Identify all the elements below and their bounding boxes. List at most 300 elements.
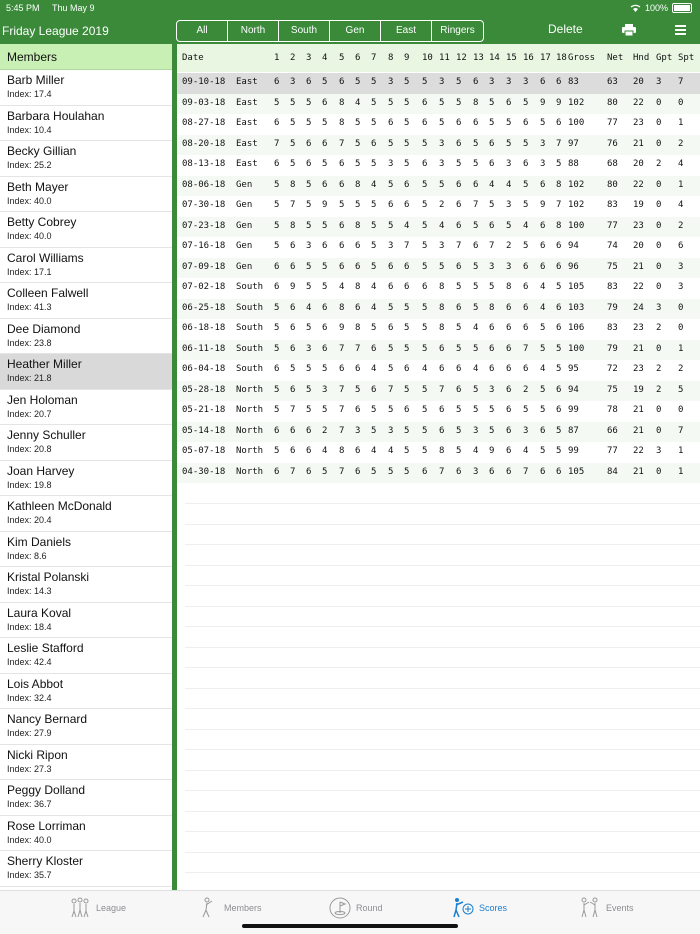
column-header: Gross — [568, 53, 596, 63]
hole-score: 5 — [456, 282, 462, 292]
score-course: South — [236, 282, 264, 292]
member-index: Index: 17.1 — [7, 266, 52, 277]
hole-score: 5 — [540, 405, 546, 415]
hole-score: 8 — [339, 118, 345, 128]
hole-score: 5 — [489, 425, 495, 436]
column-header: 6 — [355, 53, 361, 63]
delete-button[interactable]: Delete — [548, 22, 583, 36]
hole-score: 5 — [422, 446, 428, 456]
hole-score: 5 — [322, 220, 328, 231]
hole-score: 6 — [371, 343, 377, 354]
hole-score: 5 — [473, 220, 479, 231]
member-row[interactable] — [0, 390, 172, 426]
score-row[interactable] — [177, 381, 700, 402]
score-row[interactable] — [177, 176, 700, 197]
hole-score: 3 — [439, 159, 445, 169]
score-gross: 94 — [568, 384, 579, 395]
hole-score: 6 — [456, 118, 462, 128]
hole-score: 6 — [556, 302, 562, 313]
score-row[interactable] — [177, 401, 700, 422]
score-row[interactable] — [177, 135, 700, 156]
hole-score: 7 — [388, 384, 394, 395]
hole-score: 3 — [439, 138, 445, 149]
score-gross: 105 — [568, 282, 585, 292]
menu-icon[interactable] — [675, 25, 686, 35]
score-course: North — [236, 446, 264, 456]
hole-score: 3 — [306, 343, 312, 354]
score-row[interactable] — [177, 196, 700, 217]
filter-ringers[interactable]: Ringers — [440, 25, 475, 36]
score-spt: 4 — [678, 200, 684, 210]
member-index: Index: 10.4 — [7, 124, 52, 135]
member-row[interactable] — [0, 709, 172, 745]
score-spt: 2 — [678, 220, 684, 231]
member-index: Index: 27.9 — [7, 728, 52, 738]
hole-score: 5 — [371, 466, 377, 477]
hole-score: 6 — [422, 282, 428, 292]
hole-score: 5 — [540, 446, 546, 456]
hole-score: 6 — [489, 220, 495, 231]
column-header: 17 — [540, 53, 551, 63]
score-gpt: 0 — [656, 97, 662, 108]
hole-score: 6 — [556, 241, 562, 251]
score-course: East — [236, 159, 258, 169]
filter-east[interactable]: East — [381, 21, 432, 41]
member-list — [0, 70, 172, 887]
hole-score: 4 — [371, 364, 377, 374]
score-gross: 94 — [568, 241, 579, 251]
member-row[interactable] — [0, 851, 172, 887]
hole-score: 4 — [371, 302, 377, 313]
hole-score: 7 — [339, 405, 345, 415]
score-gpt: 0 — [656, 220, 662, 231]
hole-score: 6 — [556, 323, 562, 333]
score-date: 09-03-18 — [182, 97, 226, 108]
hole-score: 6 — [473, 118, 479, 128]
hole-score: 5 — [322, 77, 328, 87]
hole-score: 5 — [506, 220, 512, 231]
score-row[interactable] — [177, 340, 700, 361]
score-row[interactable] — [177, 94, 700, 115]
score-gpt: 3 — [656, 446, 662, 456]
member-index: Index: 20.8 — [7, 444, 52, 454]
score-course: North — [236, 466, 264, 477]
member-name: Betty Cobrey — [7, 215, 77, 229]
empty-row-line — [185, 852, 700, 853]
hole-score: 5 — [306, 282, 312, 292]
hole-score: 4 — [404, 220, 410, 231]
score-net: 83 — [607, 282, 618, 292]
hole-score: 8 — [339, 302, 345, 313]
hole-score: 5 — [274, 97, 280, 108]
hole-score: 5 — [523, 241, 529, 251]
member-name: Sherry Kloster — [7, 854, 84, 868]
hole-score: 6 — [456, 261, 462, 272]
hole-score: 6 — [388, 261, 394, 272]
score-hnd: 23 — [633, 364, 644, 374]
score-row[interactable] — [177, 299, 700, 320]
column-header: 9 — [404, 53, 410, 63]
hole-score: 5 — [274, 200, 280, 210]
hole-score: 6 — [388, 282, 394, 292]
member-row[interactable] — [0, 283, 172, 319]
member-row[interactable] — [0, 177, 172, 213]
member-row[interactable] — [0, 212, 172, 248]
score-date: 06-25-18 — [182, 302, 226, 313]
score-hnd: 22 — [633, 97, 644, 108]
score-course: South — [236, 302, 264, 313]
member-row[interactable] — [0, 319, 172, 355]
empty-row-line — [185, 667, 700, 668]
member-row[interactable] — [0, 106, 172, 142]
hole-score: 7 — [355, 343, 361, 354]
column-header: 7 — [371, 53, 377, 63]
score-row[interactable] — [177, 278, 700, 299]
score-net: 76 — [607, 138, 618, 149]
hole-score: 8 — [355, 282, 361, 292]
hole-score: 9 — [556, 97, 562, 108]
member-row[interactable] — [0, 496, 172, 532]
hole-score: 6 — [371, 138, 377, 149]
members-sidebar — [0, 44, 172, 890]
hole-score: 2 — [506, 241, 512, 251]
empty-row-line — [185, 647, 700, 648]
member-row[interactable] — [0, 354, 172, 390]
hole-score: 6 — [540, 466, 546, 477]
hole-score: 5 — [322, 282, 328, 292]
hole-score: 3 — [388, 77, 394, 87]
hole-score: 5 — [422, 138, 428, 149]
hole-score: 6 — [306, 159, 312, 169]
score-course: South — [236, 323, 264, 333]
score-row[interactable] — [177, 422, 700, 443]
member-row[interactable] — [0, 461, 172, 497]
score-gross: 99 — [568, 405, 579, 415]
score-course: North — [236, 425, 264, 436]
hole-score: 6 — [489, 323, 495, 333]
hole-score: 5 — [371, 220, 377, 231]
hole-score: 6 — [322, 323, 328, 333]
hole-score: 6 — [355, 302, 361, 313]
hole-score: 6 — [439, 425, 445, 436]
hole-score: 3 — [540, 138, 546, 149]
score-net: 84 — [607, 466, 618, 477]
hole-score: 6 — [523, 302, 529, 313]
hole-score: 5 — [306, 261, 312, 272]
empty-row-line — [185, 729, 700, 730]
column-header: 10 — [422, 53, 433, 63]
hole-score: 6 — [290, 261, 296, 272]
hole-score: 5 — [556, 343, 562, 354]
tab-league[interactable] — [68, 897, 126, 919]
hole-score: 6 — [306, 425, 312, 436]
hole-score: 6 — [506, 466, 512, 477]
score-row[interactable] — [177, 360, 700, 381]
hole-score: 8 — [439, 323, 445, 333]
score-gpt: 0 — [656, 343, 662, 354]
hole-score: 5 — [404, 118, 410, 128]
member-row[interactable] — [0, 780, 172, 816]
member-index: Index: 20.4 — [7, 515, 52, 525]
member-name: Heather Miller — [7, 357, 82, 371]
hole-score: 5 — [456, 405, 462, 415]
empty-row-line — [185, 585, 700, 586]
home-indicator — [242, 924, 458, 928]
member-name: Leslie Stafford — [7, 641, 84, 655]
score-gpt: 0 — [656, 282, 662, 292]
hole-score: 6 — [322, 97, 328, 108]
member-row[interactable] — [0, 425, 172, 461]
score-course: Gen — [236, 200, 253, 210]
member-name: Jenny Schuller — [7, 428, 86, 442]
hole-score: 6 — [306, 77, 312, 87]
score-date: 08-20-18 — [182, 138, 226, 149]
hole-score: 5 — [439, 118, 445, 128]
hole-score: 6 — [355, 364, 361, 374]
hole-score: 3 — [506, 261, 512, 272]
score-gross: 105 — [568, 466, 585, 477]
hole-score: 5 — [371, 405, 377, 415]
hole-score: 4 — [489, 179, 495, 190]
score-row[interactable] — [177, 463, 700, 484]
hole-score: 3 — [306, 241, 312, 251]
hole-score: 5 — [473, 343, 479, 354]
member-name: Becky Gillian — [7, 144, 77, 158]
hole-score: 5 — [306, 179, 312, 190]
member-name: Kathleen McDonald — [7, 499, 112, 513]
score-spt: 1 — [678, 343, 684, 354]
score-gpt: 0 — [656, 118, 662, 128]
hole-score: 6 — [523, 118, 529, 128]
column-header: Spt — [678, 53, 695, 63]
score-hnd: 20 — [633, 159, 644, 169]
hole-score: 6 — [290, 323, 296, 333]
scores-header-row — [177, 44, 700, 72]
member-row[interactable] — [0, 816, 172, 852]
filter-gen[interactable]: Gen — [330, 21, 381, 41]
print-icon[interactable] — [622, 24, 636, 36]
hole-score: 5 — [355, 138, 361, 149]
hole-score: 5 — [388, 364, 394, 374]
hole-score: 5 — [274, 323, 280, 333]
member-index: Index: 40.0 — [7, 834, 52, 845]
score-hnd: 20 — [633, 77, 644, 87]
hole-score: 6 — [290, 446, 296, 456]
hole-score: 6 — [439, 405, 445, 415]
member-row[interactable] — [0, 70, 172, 106]
score-gpt: 2 — [656, 323, 662, 333]
members-header: Members — [0, 44, 172, 70]
score-spt: 2 — [678, 364, 684, 374]
filter-all[interactable]: All — [177, 21, 228, 41]
column-header: 16 — [523, 53, 534, 63]
score-row[interactable] — [177, 442, 700, 463]
score-row[interactable] — [177, 114, 700, 135]
filter-south[interactable]: South — [279, 21, 330, 41]
member-row[interactable] — [0, 141, 172, 177]
hole-score: 6 — [306, 466, 312, 477]
hole-score: 4 — [523, 446, 529, 456]
app-title: Friday League 2019 — [2, 24, 109, 38]
hole-score: 5 — [404, 425, 410, 436]
hole-score: 5 — [371, 261, 377, 272]
hole-score: 5 — [473, 261, 479, 272]
hole-score: 6 — [456, 200, 462, 210]
hole-score: 6 — [290, 425, 296, 436]
member-row[interactable] — [0, 745, 172, 781]
hole-score: 6 — [290, 384, 296, 395]
score-spt: 0 — [678, 302, 684, 313]
hole-score: 6 — [556, 118, 562, 128]
hole-score: 5 — [489, 282, 495, 292]
empty-row-line — [185, 770, 700, 771]
hole-score: 5 — [388, 405, 394, 415]
hole-score: 5 — [456, 446, 462, 456]
member-name: Lois Abbot — [7, 676, 64, 691]
tab-round[interactable] — [328, 897, 383, 919]
score-spt: 1 — [678, 446, 684, 456]
score-row[interactable] — [177, 319, 700, 340]
member-index: Index: 20.7 — [7, 408, 52, 419]
score-net: 74 — [607, 241, 618, 251]
score-hnd: 23 — [633, 220, 644, 231]
hole-score: 7 — [489, 241, 495, 251]
member-index: Index: 8.6 — [7, 550, 47, 561]
score-spt: 7 — [678, 77, 684, 87]
column-header: 2 — [290, 53, 296, 63]
hole-score: 6 — [290, 343, 296, 354]
hole-score: 5 — [523, 138, 529, 149]
member-row[interactable] — [0, 674, 172, 710]
hole-score: 5 — [556, 425, 562, 436]
hole-score: 5 — [556, 446, 562, 456]
hole-score: 6 — [456, 179, 462, 190]
member-row[interactable] — [0, 567, 172, 603]
score-hnd: 22 — [633, 282, 644, 292]
member-name: Peggy Dolland — [7, 783, 86, 797]
hole-score: 5 — [355, 159, 361, 169]
empty-row-line — [185, 524, 700, 525]
hole-score: 5 — [404, 97, 410, 108]
hole-score: 5 — [456, 425, 462, 436]
score-row[interactable] — [177, 155, 700, 176]
hole-score: 4 — [306, 302, 312, 313]
member-index: Index: 17.4 — [7, 89, 52, 99]
hole-score: 5 — [274, 405, 280, 415]
score-date: 05-14-18 — [182, 425, 226, 436]
member-name: Laura Koval — [7, 605, 72, 620]
hole-score: 5 — [523, 179, 529, 190]
score-net: 72 — [607, 364, 618, 374]
hole-score: 6 — [322, 343, 328, 354]
hole-score: 5 — [456, 159, 462, 169]
score-gpt: 0 — [656, 179, 662, 190]
hole-score: 5 — [388, 302, 394, 313]
hole-score: 6 — [506, 323, 512, 333]
hole-score: 6 — [473, 77, 479, 87]
hole-score: 5 — [371, 77, 377, 87]
member-index: Index: 40.0 — [7, 195, 52, 206]
hole-score: 9 — [322, 200, 328, 210]
hole-score: 9 — [489, 446, 495, 456]
hole-score: 6 — [489, 466, 495, 477]
score-date: 06-18-18 — [182, 323, 226, 333]
hole-score: 6 — [556, 77, 562, 87]
hole-score: 7 — [274, 138, 280, 149]
hole-score: 5 — [274, 446, 280, 456]
hole-score: 6 — [274, 261, 280, 272]
hole-score: 6 — [306, 446, 312, 456]
hole-score: 5 — [473, 302, 479, 313]
member-row[interactable] — [0, 603, 172, 639]
score-course: East — [236, 118, 258, 128]
score-hnd: 21 — [633, 466, 644, 477]
empty-row-line — [185, 811, 700, 812]
hole-score: 6 — [404, 179, 410, 190]
hole-score: 5 — [422, 77, 428, 87]
score-course: East — [236, 77, 258, 87]
score-row[interactable] — [177, 237, 700, 258]
column-header: 4 — [322, 53, 328, 63]
member-row[interactable] — [0, 248, 172, 284]
hole-score: 7 — [290, 405, 296, 415]
score-row[interactable] — [177, 73, 700, 94]
score-course: North — [236, 405, 264, 415]
score-gross: 100 — [568, 118, 585, 128]
member-name: Nicki Ripon — [7, 747, 68, 762]
tab-members[interactable] — [196, 897, 262, 919]
score-course: Gen — [236, 179, 253, 190]
column-header: Net — [607, 53, 624, 63]
hole-score: 5 — [456, 77, 462, 87]
hole-score: 5 — [540, 343, 546, 354]
member-row[interactable] — [0, 532, 172, 568]
hole-score: 8 — [339, 446, 345, 456]
score-hnd: 19 — [633, 200, 644, 210]
hole-score: 8 — [506, 282, 512, 292]
hole-score: 6 — [422, 159, 428, 169]
member-index: Index: 40.0 — [7, 231, 52, 241]
hole-score: 6 — [506, 425, 512, 436]
hole-score: 5 — [556, 282, 562, 292]
score-date: 08-06-18 — [182, 179, 226, 190]
events-icon — [578, 897, 602, 919]
score-row[interactable] — [177, 258, 700, 279]
hole-score: 3 — [506, 200, 512, 210]
hole-score: 6 — [523, 282, 529, 292]
hole-score: 6 — [355, 405, 361, 415]
score-spt: 0 — [678, 405, 684, 415]
tab-scores[interactable] — [451, 897, 507, 919]
hole-score: 5 — [290, 364, 296, 374]
column-header: Gpt — [656, 53, 673, 63]
hole-score: 9 — [290, 282, 296, 292]
hole-score: 6 — [404, 261, 410, 272]
hole-score: 4 — [473, 364, 479, 374]
hole-score: 5 — [290, 97, 296, 108]
member-row[interactable] — [0, 638, 172, 674]
hole-score: 6 — [339, 241, 345, 251]
tab-events[interactable] — [578, 897, 634, 919]
scores-icon — [451, 897, 475, 919]
tab-scores-label: Scores — [479, 903, 508, 913]
hole-score: 5 — [489, 118, 495, 128]
filter-north[interactable]: North — [228, 21, 279, 41]
hole-score: 5 — [422, 220, 428, 231]
battery-percent: 100% — [644, 3, 668, 13]
score-row[interactable] — [177, 217, 700, 238]
score-course: South — [236, 364, 264, 374]
